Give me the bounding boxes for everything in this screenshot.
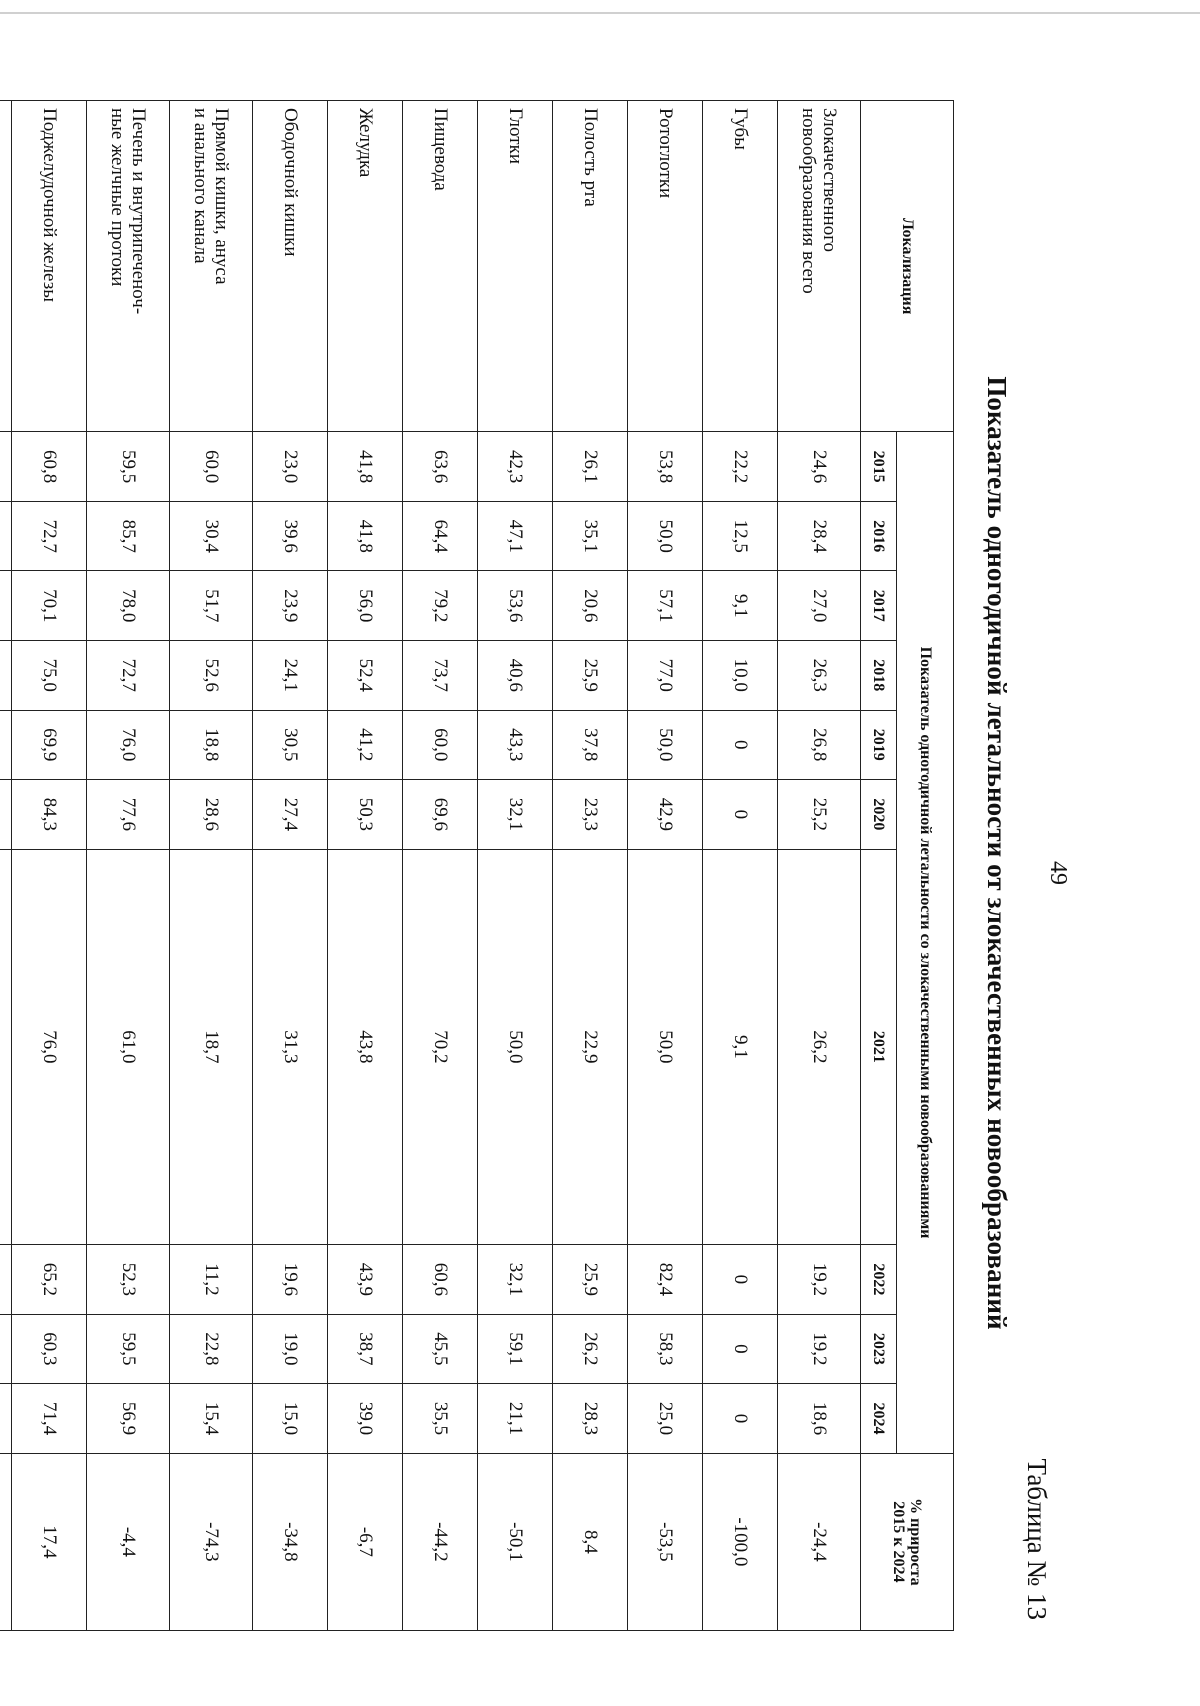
value-cell-2021: 31,3 bbox=[253, 849, 328, 1245]
value-cell-2019: 37,8 bbox=[553, 710, 628, 780]
value-cell-2019: 60,0 bbox=[403, 710, 478, 780]
value-cell-2022: 52,3 bbox=[87, 1245, 170, 1315]
value-cell-2021: 50,0 bbox=[628, 849, 703, 1245]
year-header-2023: 2023 bbox=[861, 1314, 897, 1384]
value-cell-2015 bbox=[0, 432, 12, 502]
value-cell-2024: 28,3 bbox=[553, 1384, 628, 1454]
growth-cell: -44,2 bbox=[403, 1453, 478, 1630]
value-cell-2023 bbox=[0, 1314, 12, 1384]
growth-cell: -4,4 bbox=[87, 1453, 170, 1630]
value-cell-2015: 26,1 bbox=[553, 432, 628, 502]
value-cell-2016: 12,5 bbox=[703, 501, 778, 571]
value-cell-2023: 38,7 bbox=[328, 1314, 403, 1384]
value-cell-2024: 25,0 bbox=[628, 1384, 703, 1454]
value-cell-2020: 0 bbox=[703, 780, 778, 850]
table-row bbox=[478, 101, 553, 1631]
table-number: Таблица № 13 bbox=[1022, 1458, 1052, 1620]
value-cell-2024: 56,9 bbox=[87, 1384, 170, 1454]
value-cell-2017: 27,0 bbox=[778, 571, 861, 641]
table-row bbox=[403, 101, 478, 1631]
value-cell-2020: 77,6 bbox=[87, 780, 170, 850]
table-row bbox=[553, 101, 628, 1631]
value-cell-2019: 76,0 bbox=[87, 710, 170, 780]
growth-cell: -100,0 bbox=[703, 1453, 778, 1630]
value-cell-2017: 78,0 bbox=[87, 571, 170, 641]
growth-cell: 8,4 bbox=[553, 1453, 628, 1630]
value-cell-2020: 42,9 bbox=[628, 780, 703, 850]
localization-cell: Печень и внутрипеченоч- ные желчные протоки bbox=[87, 101, 170, 432]
value-cell-2024: 35,5 bbox=[403, 1384, 478, 1454]
value-cell-2016: 85,7 bbox=[87, 501, 170, 571]
value-cell-2015: 41,8 bbox=[328, 432, 403, 502]
value-cell-2022: 19,6 bbox=[253, 1245, 328, 1315]
value-cell-2024: 39,0 bbox=[328, 1384, 403, 1454]
growth-cell: -50,1 bbox=[478, 1453, 553, 1630]
value-cell-2022: 65,2 bbox=[12, 1245, 87, 1315]
localization-cell: Глотки bbox=[478, 101, 553, 432]
value-cell-2021: 26,2 bbox=[778, 849, 861, 1245]
value-cell-2016: 39,6 bbox=[253, 501, 328, 571]
value-cell-2020: 84,3 bbox=[12, 780, 87, 850]
year-header-2020: 2020 bbox=[861, 780, 897, 850]
value-cell-2018: 25,9 bbox=[553, 641, 628, 711]
table-header bbox=[861, 101, 954, 1631]
table-row bbox=[778, 101, 861, 1631]
localization-cell: Поджелудочной железы bbox=[12, 101, 87, 432]
localization-cell: Полость рта bbox=[553, 101, 628, 432]
growth-cell bbox=[0, 1453, 12, 1630]
value-cell-2017: 56,0 bbox=[328, 571, 403, 641]
value-cell-2016 bbox=[0, 501, 12, 571]
value-cell-2017: 9,1 bbox=[703, 571, 778, 641]
value-cell-2020: 27,4 bbox=[253, 780, 328, 850]
year-header-2024: 2024 bbox=[861, 1384, 897, 1454]
value-cell-2017: 51,7 bbox=[170, 571, 253, 641]
value-cell-2018: 72,7 bbox=[87, 641, 170, 711]
value-cell-2015: 59,5 bbox=[87, 432, 170, 502]
value-cell-2020: 50,3 bbox=[328, 780, 403, 850]
value-cell-2020: 69,6 bbox=[403, 780, 478, 850]
value-cell-2024: 21,1 bbox=[478, 1384, 553, 1454]
value-cell-2022: 32,1 bbox=[478, 1245, 553, 1315]
growth-header: % прироста 2015 к 2024 bbox=[861, 1453, 954, 1630]
table-row bbox=[87, 101, 170, 1631]
value-cell-2018: 75,0 bbox=[12, 641, 87, 711]
value-cell-2023: 45,5 bbox=[403, 1314, 478, 1384]
year-header-2022: 2022 bbox=[861, 1245, 897, 1315]
value-cell-2022: 11,2 bbox=[170, 1245, 253, 1315]
year-header-2016: 2016 bbox=[861, 501, 897, 571]
value-cell-2022: 25,9 bbox=[553, 1245, 628, 1315]
localization-cell: Пищевода bbox=[403, 101, 478, 432]
value-cell-2023: 59,1 bbox=[478, 1314, 553, 1384]
value-cell-2022: 43,9 bbox=[328, 1245, 403, 1315]
value-cell-2016: 30,4 bbox=[170, 501, 253, 571]
value-cell-2016: 50,0 bbox=[628, 501, 703, 571]
value-cell-2017: 57,1 bbox=[628, 571, 703, 641]
localization-cell: Злокачественного новообразования всего bbox=[778, 101, 861, 432]
value-cell-2023: 60,3 bbox=[12, 1314, 87, 1384]
value-cell-2019: 43,3 bbox=[478, 710, 553, 780]
value-cell-2018: 52,6 bbox=[170, 641, 253, 711]
value-cell-2019: 26,8 bbox=[778, 710, 861, 780]
growth-cell: -24,4 bbox=[778, 1453, 861, 1630]
value-cell-2021: 18,7 bbox=[170, 849, 253, 1245]
table-row bbox=[703, 101, 778, 1631]
value-cell-2017: 79,2 bbox=[403, 571, 478, 641]
value-cell-2015: 63,6 bbox=[403, 432, 478, 502]
table-body bbox=[0, 101, 861, 1631]
growth-cell: -6,7 bbox=[328, 1453, 403, 1630]
value-cell-2024: 18,6 bbox=[778, 1384, 861, 1454]
value-cell-2016: 35,1 bbox=[553, 501, 628, 571]
value-cell-2020: 32,1 bbox=[478, 780, 553, 850]
table-title: Показатель одногодичной летальности от злокачественных новообразований bbox=[982, 376, 1012, 1330]
value-cell-2017: 20,6 bbox=[553, 571, 628, 641]
value-cell-2023: 26,2 bbox=[553, 1314, 628, 1384]
value-cell-2018: 24,1 bbox=[253, 641, 328, 711]
table-row bbox=[0, 101, 12, 1631]
value-cell-2023: 0 bbox=[703, 1314, 778, 1384]
value-cell-2018: 40,6 bbox=[478, 641, 553, 711]
value-cell-2023: 19,2 bbox=[778, 1314, 861, 1384]
table-row bbox=[628, 101, 703, 1631]
value-cell-2023: 59,5 bbox=[87, 1314, 170, 1384]
table-row bbox=[253, 101, 328, 1631]
table-row bbox=[328, 101, 403, 1631]
value-cell-2020 bbox=[0, 780, 12, 850]
value-cell-2018: 52,4 bbox=[328, 641, 403, 711]
mortality-table bbox=[0, 100, 954, 1631]
value-cell-2019: 41,2 bbox=[328, 710, 403, 780]
value-cell-2015: 23,0 bbox=[253, 432, 328, 502]
value-cell-2024: 15,0 bbox=[253, 1384, 328, 1454]
localization-cell: Желудка bbox=[328, 101, 403, 432]
value-cell-2015: 42,3 bbox=[478, 432, 553, 502]
localization-cell: Прямой кишки, ануса и анального канала bbox=[170, 101, 253, 432]
value-cell-2020: 23,3 bbox=[553, 780, 628, 850]
value-cell-2015: 60,0 bbox=[170, 432, 253, 502]
value-cell-2023: 58,3 bbox=[628, 1314, 703, 1384]
localization-cell: Ротоглотки bbox=[628, 101, 703, 432]
value-cell-2020: 25,2 bbox=[778, 780, 861, 850]
value-cell-2018: 73,7 bbox=[403, 641, 478, 711]
year-header-2021: 2021 bbox=[861, 849, 897, 1245]
value-cell-2015: 24,6 bbox=[778, 432, 861, 502]
value-cell-2022: 19,2 bbox=[778, 1245, 861, 1315]
localization-header: Локализация bbox=[861, 101, 954, 432]
value-cell-2022 bbox=[0, 1245, 12, 1315]
value-cell-2021: 50,0 bbox=[478, 849, 553, 1245]
value-cell-2023: 22,8 bbox=[170, 1314, 253, 1384]
value-cell-2021: 76,0 bbox=[12, 849, 87, 1245]
value-cell-2016: 28,4 bbox=[778, 501, 861, 571]
value-cell-2017: 70,1 bbox=[12, 571, 87, 641]
value-cell-2015: 60,8 bbox=[12, 432, 87, 502]
value-cell-2022: 0 bbox=[703, 1245, 778, 1315]
value-cell-2016: 72,7 bbox=[12, 501, 87, 571]
growth-cell: -34,8 bbox=[253, 1453, 328, 1630]
growth-cell: -53,5 bbox=[628, 1453, 703, 1630]
value-cell-2021: 9,1 bbox=[703, 849, 778, 1245]
value-cell-2019 bbox=[0, 710, 12, 780]
value-cell-2020: 28,6 bbox=[170, 780, 253, 850]
table-row bbox=[12, 101, 87, 1631]
value-cell-2022: 82,4 bbox=[628, 1245, 703, 1315]
year-header-2017: 2017 bbox=[861, 571, 897, 641]
page-number: 49 bbox=[1045, 861, 1071, 885]
value-cell-2023: 19,0 bbox=[253, 1314, 328, 1384]
value-cell-2018: 77,0 bbox=[628, 641, 703, 711]
value-cell-2018: 10,0 bbox=[703, 641, 778, 711]
value-cell-2021 bbox=[0, 849, 12, 1245]
value-cell-2022: 60,6 bbox=[403, 1245, 478, 1315]
growth-cell: 17,4 bbox=[12, 1453, 87, 1630]
localization-cell: Губы bbox=[703, 101, 778, 432]
value-cell-2019: 50,0 bbox=[628, 710, 703, 780]
value-cell-2019: 0 bbox=[703, 710, 778, 780]
localization-cell bbox=[0, 101, 12, 432]
value-cell-2021: 70,2 bbox=[403, 849, 478, 1245]
value-cell-2017: 23,9 bbox=[253, 571, 328, 641]
value-cell-2024: 15,4 bbox=[170, 1384, 253, 1454]
value-cell-2015: 22,2 bbox=[703, 432, 778, 502]
value-cell-2021: 43,8 bbox=[328, 849, 403, 1245]
table-row bbox=[170, 101, 253, 1631]
value-cell-2018 bbox=[0, 641, 12, 711]
year-header-2018: 2018 bbox=[861, 641, 897, 711]
value-cell-2019: 18,8 bbox=[170, 710, 253, 780]
value-cell-2016: 47,1 bbox=[478, 501, 553, 571]
value-cell-2018: 26,3 bbox=[778, 641, 861, 711]
localization-cell: Ободочной кишки bbox=[253, 101, 328, 432]
year-header-2015: 2015 bbox=[861, 432, 897, 502]
value-cell-2024: 0 bbox=[703, 1384, 778, 1454]
value-cell-2024 bbox=[0, 1384, 12, 1454]
value-cell-2021: 22,9 bbox=[553, 849, 628, 1245]
value-cell-2016: 41,8 bbox=[328, 501, 403, 571]
value-cell-2017: 53,6 bbox=[478, 571, 553, 641]
value-cell-2021: 61,0 bbox=[87, 849, 170, 1245]
lethality-group-header: Показатель одногодичной летальности со злокачественными новообразованиями bbox=[897, 432, 954, 1453]
value-cell-2015: 53,8 bbox=[628, 432, 703, 502]
value-cell-2019: 30,5 bbox=[253, 710, 328, 780]
value-cell-2017 bbox=[0, 571, 12, 641]
growth-cell: -74,3 bbox=[170, 1453, 253, 1630]
value-cell-2024: 71,4 bbox=[12, 1384, 87, 1454]
value-cell-2016: 64,4 bbox=[403, 501, 478, 571]
year-header-2019: 2019 bbox=[861, 710, 897, 780]
value-cell-2019: 69,9 bbox=[12, 710, 87, 780]
